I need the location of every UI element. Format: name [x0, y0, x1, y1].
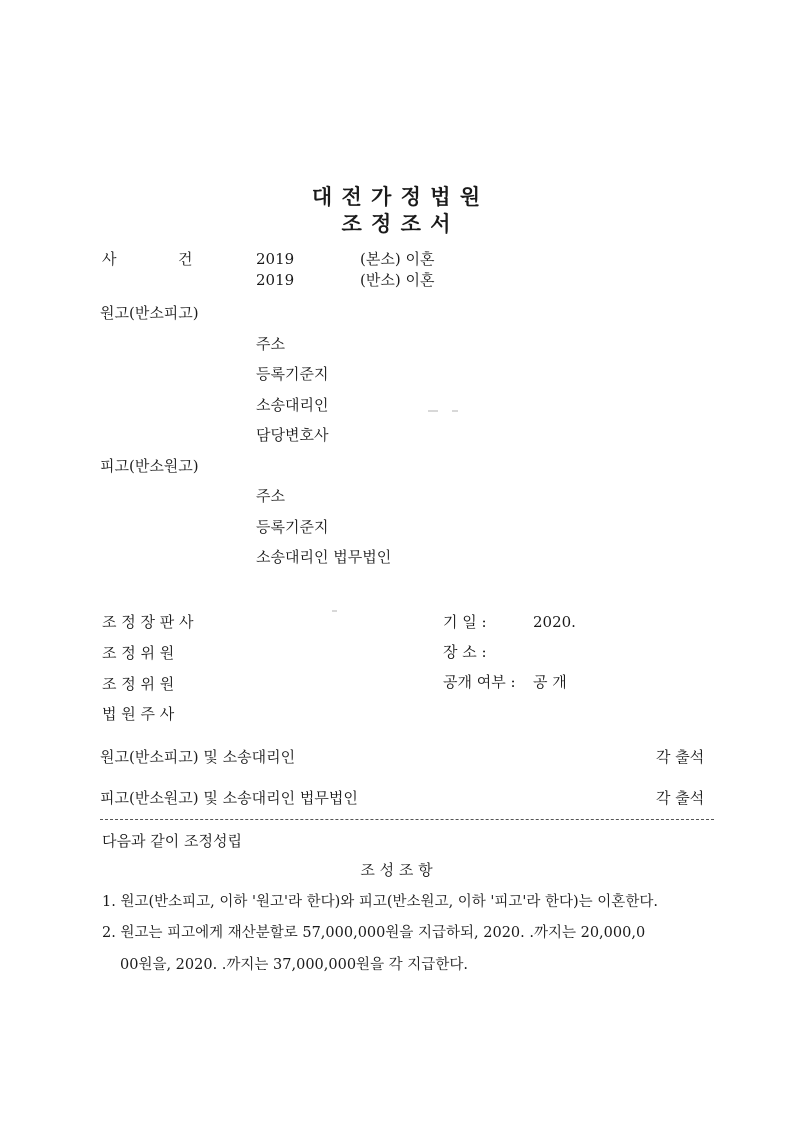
section-title: 조 성 조 항 — [360, 861, 433, 879]
clause-2-line-2: 00원을, 2020. .까지는 37,000,000원을 각 지급한다. — [120, 957, 468, 973]
document-title: 조 정 조 서 — [341, 212, 452, 236]
attendance-defendant-status: 각 출석 — [656, 789, 705, 807]
case-label-b: 건 — [178, 250, 193, 268]
defendant-registry-label: 등록기준지 — [256, 518, 329, 536]
attendance-defendant: 피고(반소원고) 및 소송대리인 법무법인 — [100, 789, 358, 807]
plaintiff-address-label: 주소 — [256, 335, 285, 353]
attendance-plaintiff-status: 각 출석 — [656, 748, 705, 766]
defendant-agent-label: 소송대리인 법무법인 — [256, 548, 392, 566]
case-label-a: 사 — [102, 250, 117, 268]
defendant-title: 피고(반소원고) — [100, 457, 199, 475]
case-type-2: (반소) 이혼 — [360, 271, 435, 289]
plaintiff-title: 원고(반소피고) — [100, 304, 199, 322]
public-label: 공개 여부 : — [443, 673, 516, 691]
redaction-mark — [452, 410, 458, 412]
plaintiff-lawyer-label: 담당변호사 — [256, 426, 329, 444]
place-label: 장 소 : — [443, 643, 487, 661]
case-year-2: 2019 — [256, 271, 295, 289]
plaintiff-agent-label: 소송대리인 — [256, 396, 329, 414]
case-type-1: (본소) 이혼 — [360, 250, 435, 268]
member1-label: 조 정 위 원 — [102, 644, 175, 662]
intro-text: 다음과 같이 조정성립 — [102, 832, 242, 850]
public-value: 공 개 — [533, 673, 567, 691]
date-value: 2020. — [533, 613, 576, 631]
plaintiff-registry-label: 등록기준지 — [256, 365, 329, 383]
divider — [100, 819, 714, 820]
member2-label: 조 정 위 원 — [102, 675, 175, 693]
clause-2-line-1: 2. 원고는 피고에게 재산분할로 57,000,000원을 지급하되, 2020. .까지는 20,000,0 — [102, 925, 646, 941]
redaction-mark — [332, 610, 337, 612]
redaction-mark — [428, 410, 438, 412]
clause-1: 1. 원고(반소피고, 이하 '원고'라 한다)와 피고(반소원고, 이하 '피고'라 한다)는 이혼한다. — [102, 894, 658, 910]
judge-label: 조 정 장 판 사 — [102, 613, 194, 631]
court-name: 대 전 가 정 법 원 — [311, 185, 482, 209]
attendance-plaintiff: 원고(반소피고) 및 소송대리인 — [100, 748, 296, 766]
clerk-label: 법 원 주 사 — [102, 705, 175, 723]
case-year-1: 2019 — [256, 250, 295, 268]
date-label: 기 일 : — [443, 613, 487, 631]
defendant-address-label: 주소 — [256, 487, 285, 505]
